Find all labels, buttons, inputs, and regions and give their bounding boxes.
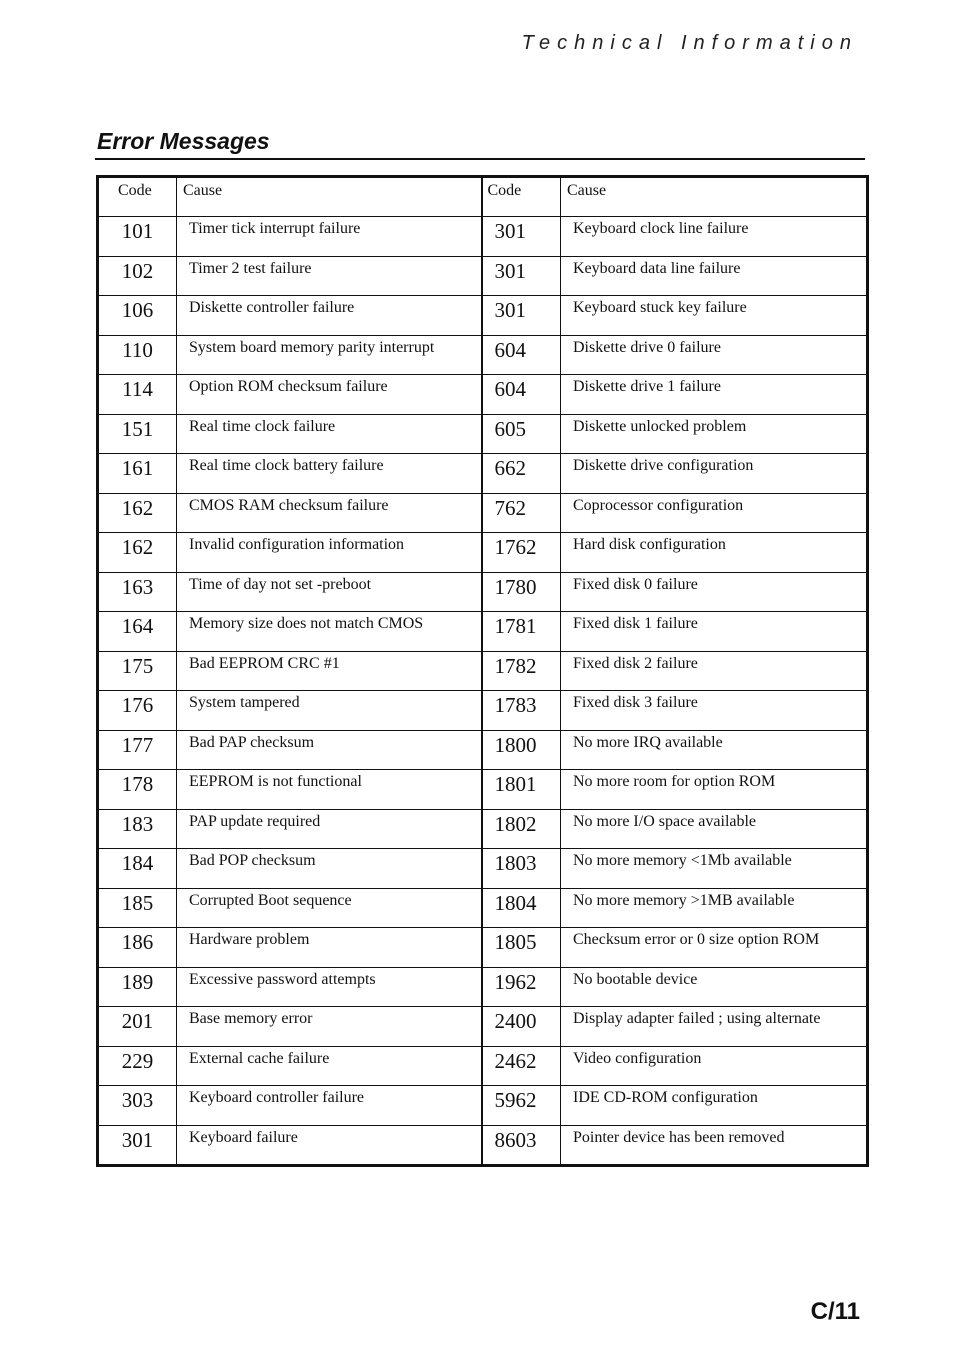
error-cause: No more memory >1MB available [561,888,868,928]
section-title: Error Messages [97,128,270,154]
error-code: 604 [482,375,561,415]
error-cause: Real time clock failure [177,414,482,454]
error-code: 106 [98,296,177,336]
error-code: 110 [98,335,177,375]
error-code: 1782 [482,651,561,691]
error-cause: Hard disk configuration [561,533,868,573]
error-cause: No more I/O space available [561,809,868,849]
error-code: 301 [98,1125,177,1166]
error-cause: Diskette drive 1 failure [561,375,868,415]
error-cause: Keyboard failure [177,1125,482,1166]
table-row [98,533,868,573]
error-cause: Diskette controller failure [177,296,482,336]
error-code: 1783 [482,691,561,731]
error-cause: Coprocessor configuration [561,493,868,533]
error-cause: EEPROM is not functional [177,770,482,810]
error-code: 8603 [482,1125,561,1166]
error-code: 1762 [482,533,561,573]
column-header-code: Code [482,177,561,217]
error-cause: CMOS RAM checksum failure [177,493,482,533]
error-cause: Fixed disk 1 failure [561,612,868,652]
error-cause: Timer tick interrupt failure [177,217,482,257]
table-row [98,888,868,928]
error-code: 114 [98,375,177,415]
error-cause: No bootable device [561,967,868,1007]
table-row [98,1046,868,1086]
error-code: 303 [98,1086,177,1126]
table-row [98,454,868,494]
error-code: 1801 [482,770,561,810]
table-row [98,1086,868,1126]
error-messages-table [96,175,869,1167]
error-code: 1800 [482,730,561,770]
table-header-row [98,177,868,217]
error-cause: Keyboard stuck key failure [561,296,868,336]
error-code: 178 [98,770,177,810]
error-cause: IDE CD-ROM configuration [561,1086,868,1126]
page-number: C/11 [810,1298,860,1325]
error-cause: Video configuration [561,1046,868,1086]
error-cause: No more IRQ available [561,730,868,770]
error-cause: Memory size does not match CMOS [177,612,482,652]
error-cause: External cache failure [177,1046,482,1086]
column-header-code: Code [98,177,177,217]
error-code: 184 [98,849,177,889]
table-row [98,1125,868,1166]
error-cause: No more memory <1Mb available [561,849,868,889]
error-cause: Fixed disk 0 failure [561,572,868,612]
table-row [98,651,868,691]
error-code: 762 [482,493,561,533]
error-code: 1804 [482,888,561,928]
table-row [98,770,868,810]
error-cause: Corrupted Boot sequence [177,888,482,928]
error-code: 301 [482,256,561,296]
error-code: 229 [98,1046,177,1086]
table-row [98,809,868,849]
error-code: 161 [98,454,177,494]
error-code: 186 [98,928,177,968]
running-head: Technical Information [521,32,858,54]
error-code: 1805 [482,928,561,968]
error-cause: Hardware problem [177,928,482,968]
error-cause: Diskette drive 0 failure [561,335,868,375]
table-row [98,296,868,336]
error-code: 605 [482,414,561,454]
table-row [98,1007,868,1047]
table-row [98,849,868,889]
table-row [98,414,868,454]
error-cause: No more room for option ROM [561,770,868,810]
table-row [98,928,868,968]
error-code: 183 [98,809,177,849]
error-cause: System tampered [177,691,482,731]
error-cause: Fixed disk 2 failure [561,651,868,691]
column-header-cause: Cause [177,177,482,217]
error-cause: Fixed disk 3 failure [561,691,868,731]
error-code: 301 [482,217,561,257]
error-cause: Bad POP checksum [177,849,482,889]
table-row [98,967,868,1007]
error-code: 604 [482,335,561,375]
error-cause: Keyboard controller failure [177,1086,482,1126]
error-code: 201 [98,1007,177,1047]
error-code: 175 [98,651,177,691]
error-code: 1802 [482,809,561,849]
error-code: 162 [98,533,177,573]
error-code: 162 [98,493,177,533]
error-cause: Display adapter failed ; using alternate [561,1007,868,1047]
error-cause: Base memory error [177,1007,482,1047]
error-code: 1803 [482,849,561,889]
error-cause: Bad EEPROM CRC #1 [177,651,482,691]
error-code: 1781 [482,612,561,652]
table-row [98,493,868,533]
error-cause: Time of day not set -preboot [177,572,482,612]
error-cause: Keyboard data line failure [561,256,868,296]
error-cause: Bad PAP checksum [177,730,482,770]
error-cause: Timer 2 test failure [177,256,482,296]
error-code: 1780 [482,572,561,612]
error-cause: System board memory parity interrupt [177,335,482,375]
error-code: 5962 [482,1086,561,1126]
error-cause: Checksum error or 0 size option ROM [561,928,868,968]
error-code: 164 [98,612,177,652]
table-row [98,217,868,257]
error-code: 301 [482,296,561,336]
error-code: 177 [98,730,177,770]
error-code: 2400 [482,1007,561,1047]
error-code: 189 [98,967,177,1007]
error-cause: Real time clock battery failure [177,454,482,494]
column-header-cause: Cause [561,177,868,217]
table-row [98,335,868,375]
error-code: 1962 [482,967,561,1007]
error-cause: Diskette unlocked problem [561,414,868,454]
error-cause: PAP update required [177,809,482,849]
error-cause: Pointer device has been removed [561,1125,868,1166]
error-cause: Option ROM checksum failure [177,375,482,415]
error-code: 151 [98,414,177,454]
error-code: 662 [482,454,561,494]
title-rule [95,158,865,160]
table-row [98,691,868,731]
table-row [98,612,868,652]
table-row [98,256,868,296]
error-code: 2462 [482,1046,561,1086]
table-row [98,572,868,612]
error-cause: Diskette drive configuration [561,454,868,494]
error-code: 176 [98,691,177,731]
error-code: 185 [98,888,177,928]
table-row [98,730,868,770]
error-code: 102 [98,256,177,296]
error-code: 163 [98,572,177,612]
error-code: 101 [98,217,177,257]
error-cause: Excessive password attempts [177,967,482,1007]
error-cause: Invalid configuration information [177,533,482,573]
error-cause: Keyboard clock line failure [561,217,868,257]
table-row [98,375,868,415]
